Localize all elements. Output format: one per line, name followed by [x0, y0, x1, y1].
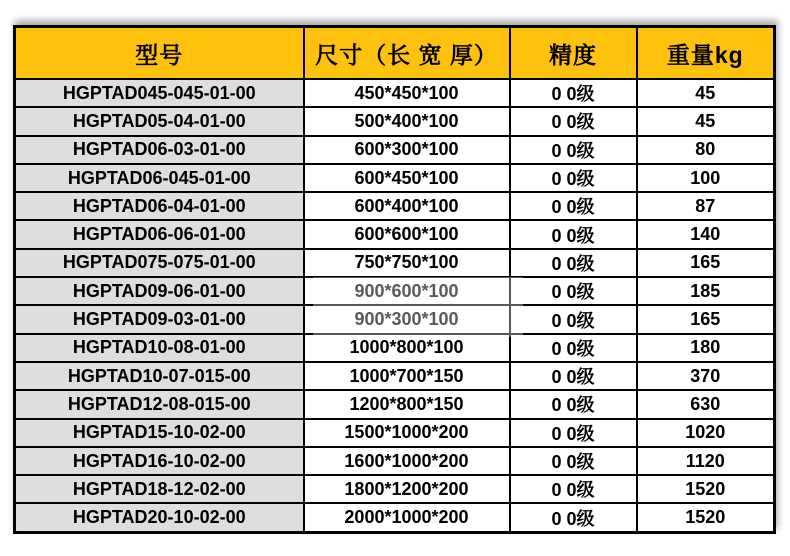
model-cell: HGPTAD075-075-01-00	[15, 249, 304, 277]
table-row	[15, 164, 775, 192]
model-cell: HGPTAD10-08-01-00	[15, 334, 304, 362]
table-row	[15, 192, 775, 220]
model-cell: HGPTAD06-045-01-00	[15, 164, 304, 192]
size-cell: 2000*1000*200	[304, 503, 510, 532]
size-cell: 500*400*100	[304, 107, 510, 135]
model-cell: HGPTAD045-045-01-00	[15, 79, 304, 107]
table-row	[15, 447, 775, 475]
precision-cell: 0 0级	[510, 503, 637, 532]
model-cell: HGPTAD06-04-01-00	[15, 192, 304, 220]
precision-cell: 0 0级	[510, 164, 637, 192]
precision-cell: 0 0级	[510, 305, 637, 333]
weight-cell: 45	[637, 107, 775, 135]
size-cell: 600*450*100	[304, 164, 510, 192]
weight-cell: 630	[637, 390, 775, 418]
header-precision: 精度	[510, 27, 637, 80]
size-cell: 1000*700*150	[304, 362, 510, 390]
table-row	[15, 390, 775, 418]
size-cell: 1600*1000*200	[304, 447, 510, 475]
weight-cell: 370	[637, 362, 775, 390]
weight-cell: 180	[637, 334, 775, 362]
size-cell: 600*600*100	[304, 220, 510, 248]
precision-cell: 0 0级	[510, 390, 637, 418]
table-row	[15, 419, 775, 447]
weight-cell: 100	[637, 164, 775, 192]
table-row	[15, 107, 775, 135]
precision-cell: 0 0级	[510, 447, 637, 475]
table-row	[15, 249, 775, 277]
size-cell: 900*600*100	[304, 277, 510, 305]
weight-cell: 1120	[637, 447, 775, 475]
model-cell: HGPTAD06-03-01-00	[15, 136, 304, 164]
model-cell: HGPTAD18-12-02-00	[15, 475, 304, 503]
table-row	[15, 475, 775, 503]
size-cell: 750*750*100	[304, 249, 510, 277]
model-cell: HGPTAD16-10-02-00	[15, 447, 304, 475]
model-cell: HGPTAD06-06-01-00	[15, 220, 304, 248]
precision-cell: 0 0级	[510, 107, 637, 135]
size-cell: 1800*1200*200	[304, 475, 510, 503]
precision-cell: 0 0级	[510, 334, 637, 362]
model-cell: HGPTAD09-06-01-00	[15, 277, 304, 305]
header-weight: 重量kg	[637, 27, 775, 80]
precision-cell: 0 0级	[510, 192, 637, 220]
spec-table-container	[13, 25, 776, 534]
model-cell: HGPTAD10-07-015-00	[15, 362, 304, 390]
model-cell: HGPTAD15-10-02-00	[15, 419, 304, 447]
size-cell: 600*400*100	[304, 192, 510, 220]
weight-cell: 80	[637, 136, 775, 164]
weight-cell: 1520	[637, 475, 775, 503]
weight-cell: 45	[637, 79, 775, 107]
table-row	[15, 136, 775, 164]
weight-cell: 185	[637, 277, 775, 305]
precision-cell: 0 0级	[510, 362, 637, 390]
size-cell: 1200*800*150	[304, 390, 510, 418]
model-cell: HGPTAD12-08-015-00	[15, 390, 304, 418]
table-row	[15, 334, 775, 362]
table-row	[15, 79, 775, 107]
table-row	[15, 305, 775, 333]
precision-cell: 0 0级	[510, 249, 637, 277]
header-size: 尺寸（长 宽 厚）	[304, 27, 510, 80]
precision-cell: 0 0级	[510, 419, 637, 447]
precision-cell: 0 0级	[510, 277, 637, 305]
header-model: 型号	[15, 27, 304, 80]
table-row	[15, 503, 775, 532]
table-body	[15, 79, 775, 532]
size-cell: 600*300*100	[304, 136, 510, 164]
size-cell: 1000*800*100	[304, 334, 510, 362]
table-row	[15, 220, 775, 248]
size-cell: 1500*1000*200	[304, 419, 510, 447]
table-row	[15, 277, 775, 305]
weight-cell: 165	[637, 305, 775, 333]
product-spec-table	[13, 25, 776, 534]
model-cell: HGPTAD09-03-01-00	[15, 305, 304, 333]
model-cell: HGPTAD05-04-01-00	[15, 107, 304, 135]
weight-cell: 87	[637, 192, 775, 220]
model-cell: HGPTAD20-10-02-00	[15, 503, 304, 532]
weight-cell: 165	[637, 249, 775, 277]
weight-cell: 1020	[637, 419, 775, 447]
precision-cell: 0 0级	[510, 79, 637, 107]
size-cell: 900*300*100	[304, 305, 510, 333]
weight-cell: 140	[637, 220, 775, 248]
header-row	[15, 27, 775, 80]
precision-cell: 0 0级	[510, 475, 637, 503]
table-row	[15, 362, 775, 390]
size-cell: 450*450*100	[304, 79, 510, 107]
weight-cell: 1520	[637, 503, 775, 532]
precision-cell: 0 0级	[510, 136, 637, 164]
precision-cell: 0 0级	[510, 220, 637, 248]
